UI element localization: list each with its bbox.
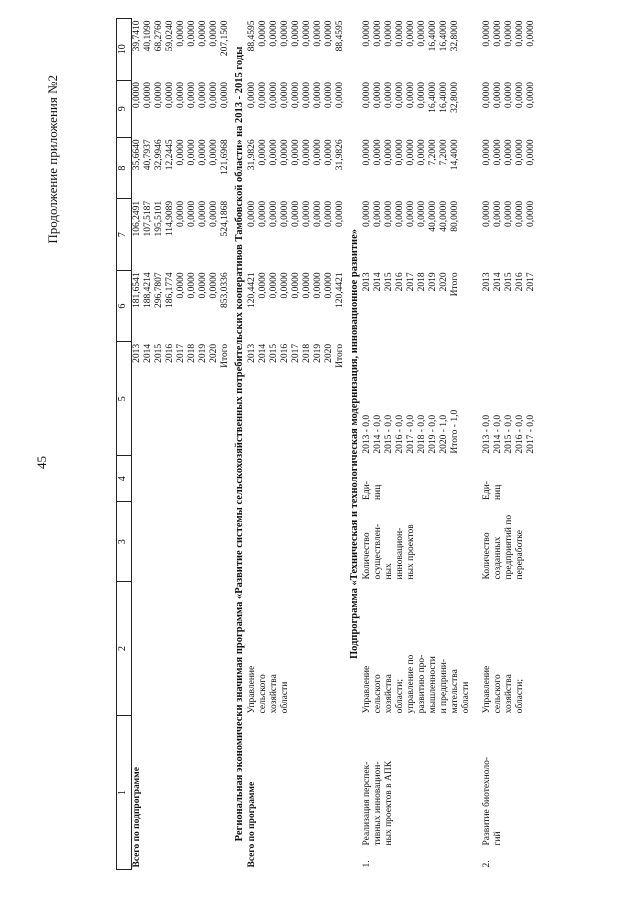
cell-line: 0,0000 [482, 20, 492, 47]
cell-line: 0,0000 [324, 200, 334, 227]
cell-line: 0,0000 [515, 200, 525, 227]
cell-line: 0,0000 [335, 82, 345, 109]
cell-line: 2016 [165, 343, 175, 363]
cell-line: созданных [493, 536, 503, 580]
cell-line: 2015 - 0,0 [384, 414, 394, 454]
unit-column [482, 456, 537, 502]
cell-line: 121,6968 [220, 139, 230, 176]
cell-line: 0,0000 [198, 82, 208, 109]
value-column [247, 19, 346, 81]
column-number-header [117, 19, 132, 870]
cell-line: 0,0000 [493, 200, 503, 227]
cell-line: 195,5101 [154, 200, 164, 237]
col-header: 4 [117, 456, 132, 502]
col-header: 5 [117, 342, 132, 456]
cell-line: 0,0000 [176, 82, 186, 109]
cell-line: 0,0000 [406, 200, 416, 227]
value-column [482, 199, 537, 271]
value-column [132, 137, 232, 198]
cell-line: 2016 [395, 272, 405, 292]
cell-line: 0,0000 [482, 139, 492, 166]
cell-line: 0,0000 [187, 139, 197, 166]
cell-line: 2018 - 0,0 [417, 414, 427, 454]
cell-line: области [280, 681, 290, 714]
value-column [132, 199, 232, 271]
cell-line: 0,0000 [132, 82, 142, 109]
cell-line: 0,0000 [291, 20, 301, 47]
cell-line: 0,0000 [176, 139, 186, 166]
value-column [132, 80, 232, 137]
cell-line: Управление [482, 665, 492, 714]
value-column [132, 270, 232, 342]
responsible-column [482, 581, 537, 715]
value-column [362, 80, 472, 137]
value-column [362, 19, 472, 81]
cell-line: 59,0240 [165, 20, 175, 52]
cell-line: 0,0000 [362, 82, 372, 109]
cell-line: 0,0000 [515, 82, 525, 109]
cell-line: Итого [450, 272, 460, 297]
col-header: 10 [117, 19, 132, 81]
cell-line: Управление [247, 665, 257, 714]
cell-line: 0,0000 [176, 272, 186, 299]
cell-line: 0,0000 [504, 20, 514, 47]
target-column [482, 342, 537, 456]
value-column [482, 270, 537, 342]
cell-line: 12,2445 [165, 139, 175, 171]
cell-line: ниц [493, 484, 503, 500]
cell-line: области; [515, 679, 525, 714]
item-number: 2. [482, 860, 492, 868]
cell-line: 31,9826 [335, 139, 345, 171]
cell-line: 186,1774 [165, 272, 175, 308]
unit-column [362, 456, 472, 502]
cell-line: 0,0000 [324, 139, 334, 166]
cell-line: переработке [515, 530, 525, 580]
cell-line: 0,0000 [384, 200, 394, 227]
cell-line: 40,1090 [143, 20, 153, 52]
cell-line: 2015 [384, 272, 394, 292]
cell-line: 120,4421 [247, 272, 257, 308]
cell-line: 0,0000 [373, 20, 383, 47]
cell-line: развитию про- [417, 654, 427, 714]
cell-line: 0,0000 [280, 139, 290, 166]
cell-line: сельского [493, 674, 503, 714]
cell-line: 0,0000 [384, 20, 394, 47]
appendix-caption: Продолжение приложения №2 [45, 75, 60, 244]
budget-table [116, 0, 537, 870]
cell-line: 0,0000 [504, 139, 514, 166]
cell-line: 32,9946 [154, 139, 164, 171]
cell-line: 120,4421 [335, 272, 345, 308]
cell-line: 2014 - 0,0 [493, 414, 503, 454]
responsible-column [362, 581, 472, 715]
table-row-item-2 [482, 19, 537, 870]
cell-line: 40,0000 [428, 200, 438, 232]
page-number: 45 [34, 456, 49, 469]
cell-line: 0,0000 [280, 200, 290, 227]
cell-line: области; [395, 679, 405, 714]
cell-line: 0,0000 [269, 82, 279, 109]
cell-line: 0,0000 [302, 20, 312, 47]
col-header: 6 [117, 270, 132, 342]
cell-line: 0,0000 [302, 200, 312, 227]
cell-line: 0,0000 [291, 82, 301, 109]
cell-line: ниц [373, 484, 383, 500]
cell-line: 2019 - 0,0 [428, 414, 438, 454]
value-column [247, 270, 346, 342]
cell-line: ных проектов [406, 524, 416, 580]
cell-line: 7,2000 [428, 139, 438, 166]
cell-line: 2018 [302, 343, 312, 363]
cell-line: 524,1868 [220, 200, 230, 237]
value-column [362, 137, 472, 198]
cell-line: 2020 [324, 343, 334, 363]
indicator-column [362, 502, 472, 582]
cell-line: 0,0000 [198, 139, 208, 166]
cell-line: 32,8000 [450, 20, 460, 52]
cell-line: 0,0000 [406, 139, 416, 166]
cell-line: 2013 - 0,0 [482, 414, 492, 454]
cell-line: Развитие биотехноло- [482, 756, 492, 846]
cell-line: 0,0000 [515, 20, 525, 47]
cell-line: 35,6640 [132, 139, 142, 171]
cell-line: 0,0000 [384, 82, 394, 109]
cell-line: 0,0000 [258, 139, 268, 166]
cell-line: 0,0000 [209, 272, 219, 299]
cell-line: 0,0000 [482, 200, 492, 227]
cell-line: 14,4000 [450, 139, 460, 171]
cell-line: 0,0000 [417, 82, 427, 109]
cell-line: Количество [362, 532, 372, 580]
cell-line: 0,0000 [176, 20, 186, 47]
cell-line: 31,9826 [247, 139, 257, 171]
cell-line: 2016 - 0,0 [515, 414, 525, 454]
cell-line: 106,2491 [132, 200, 142, 237]
cell-line: 0,0000 [269, 20, 279, 47]
cell-line: 2018 [187, 343, 197, 363]
cell-line: 2016 - 0,0 [395, 414, 405, 454]
cell-line: 0,0000 [209, 139, 219, 166]
value-column [362, 199, 472, 271]
cell-line: 0,0000 [209, 82, 219, 109]
cell-line: 0,0000 [515, 139, 525, 166]
cell-line: 7,2000 [439, 139, 449, 166]
cell-line: 2014 - 0,0 [373, 414, 383, 454]
cell-line: 0,0000 [280, 20, 290, 47]
cell-line: ных [384, 563, 394, 580]
cell-line: 114,9089 [165, 200, 175, 237]
cell-line: мательства [450, 669, 460, 714]
cell-line: 0,0000 [373, 200, 383, 227]
cell-line: 2015 [154, 343, 164, 363]
cell-line: 0,0000 [417, 139, 427, 166]
cell-line: 0,0000 [154, 82, 164, 109]
cell-line: 2016 [280, 343, 290, 363]
row-label: Всего по подпрограмме [132, 767, 142, 868]
cell-line: Управление [362, 665, 372, 714]
cell-line: 0,0000 [417, 200, 427, 227]
col-header: 8 [117, 137, 132, 198]
cell-line: 0,0000 [526, 20, 536, 47]
cell-line: 0,0000 [384, 139, 394, 166]
cell-line: 853,0336 [220, 272, 230, 308]
cell-line: 0,0000 [482, 82, 492, 109]
cell-line: 0,0000 [198, 200, 208, 227]
cell-line: 0,0000 [406, 20, 416, 47]
cell-line: 2019 [313, 343, 323, 363]
cell-line: 0,0000 [187, 200, 197, 227]
cell-line: 0,0000 [165, 82, 175, 109]
cell-line: 0,0000 [493, 82, 503, 109]
cell-line: 0,0000 [280, 272, 290, 299]
cell-line: 2019 [428, 272, 438, 292]
cell-line: 2017 - 0,0 [406, 414, 416, 454]
value-column [362, 270, 472, 342]
col-header: 1 [117, 715, 132, 869]
cell-line: 16,4000 [428, 20, 438, 52]
cell-line: 0,0000 [291, 139, 301, 166]
cell-line: 0,0000 [258, 272, 268, 299]
cell-line: 0,0000 [258, 20, 268, 47]
col-header: 2 [117, 581, 132, 715]
cell-line: 0,0000 [247, 82, 257, 109]
cell-line: 0,0000 [493, 20, 503, 47]
cell-line: 39,7410 [132, 20, 142, 52]
cell-line: 0,0000 [313, 82, 323, 109]
cell-line: 2020 [209, 343, 219, 363]
cell-line: 16,4000 [439, 82, 449, 113]
cell-line: 0,0000 [313, 200, 323, 227]
cell-line: 0,0000 [395, 139, 405, 166]
cell-line: 2015 [504, 272, 514, 292]
cell-line: 2014 [258, 343, 268, 363]
cell-line: 2017 [176, 343, 186, 363]
cell-line: 2013 [482, 272, 492, 292]
cell-line: Итого - 1,0 [450, 409, 460, 454]
col-header: 7 [117, 199, 132, 271]
row-label: Всего по программе [247, 781, 257, 868]
cell-line: 16,4000 [428, 82, 438, 113]
cell-line: Реализация перспек- [362, 761, 372, 846]
cell-line: 0,0000 [209, 20, 219, 47]
col-header: 3 [117, 502, 132, 582]
cell-line: Количество [482, 532, 492, 580]
cell-line: хозяйства [269, 674, 279, 714]
responsible-column [247, 581, 346, 715]
cell-line: 0,0000 [395, 82, 405, 109]
cell-line: 0,0000 [258, 200, 268, 227]
value-column [482, 19, 537, 81]
cell-line: 2019 [198, 343, 208, 363]
cell-line: 2013 [132, 343, 142, 363]
cell-line: 0,0000 [526, 139, 536, 166]
cell-line: Итого [335, 343, 345, 368]
item-name [482, 757, 504, 846]
cell-line: 2013 [362, 272, 372, 292]
cell-line: 80,0000 [450, 200, 460, 232]
cell-line: 0,0000 [187, 20, 197, 47]
target-column [362, 342, 472, 456]
cell-line: гий [493, 831, 503, 846]
cell-line: 16,4000 [439, 20, 449, 52]
cell-line: и предприни- [439, 658, 449, 714]
cell-line: 2015 [269, 343, 279, 363]
cell-line: 0,0000 [526, 82, 536, 109]
cell-line: мышленности [428, 656, 438, 714]
cell-line: сельского [373, 674, 383, 714]
cell-line: 0,0000 [406, 82, 416, 109]
cell-line: 2017 [406, 272, 416, 292]
cell-line: Еди- [362, 481, 372, 500]
cell-line: Итого [220, 343, 230, 368]
cell-line: 0,0000 [269, 200, 279, 227]
cell-line: управление по [406, 654, 416, 714]
cell-line: 0,0000 [247, 200, 257, 227]
cell-line: 2017 - 0,0 [526, 414, 536, 454]
cell-line: 0,0000 [395, 200, 405, 227]
cell-line: 0,0000 [373, 139, 383, 166]
cell-line: 2020 [439, 272, 449, 292]
cell-line: 0,0000 [302, 139, 312, 166]
cell-line: 2015 - 0,0 [504, 414, 514, 454]
cell-line: 0,0000 [143, 82, 153, 109]
cell-line: 0,0000 [198, 272, 208, 299]
cell-line: 0,0000 [187, 82, 197, 109]
cell-line: 2013 - 0,0 [362, 414, 372, 454]
cell-line: хозяйства [384, 674, 394, 714]
item-name-cell [482, 715, 537, 869]
cell-line: 0,0000 [176, 200, 186, 227]
cell-line: 296,7807 [154, 272, 164, 308]
cell-line: 2017 [291, 343, 301, 363]
item-number: 1. [362, 860, 372, 868]
cell-line: тивных инновацион- [373, 761, 383, 846]
cell-line: 2017 [526, 272, 536, 292]
cell-line: 188,4214 [143, 272, 153, 308]
cell-line: сельского [258, 674, 268, 714]
cell-line: 207,1500 [220, 20, 230, 57]
cell-line: 0,0000 [258, 82, 268, 109]
cell-line: 32,8000 [450, 82, 460, 113]
cell-line: хозяйства [504, 674, 514, 714]
cell-line: 2014 [143, 343, 153, 363]
subprogram-total-row [132, 19, 232, 870]
cell-line: 107,5187 [143, 200, 153, 237]
cell-line: инновацион- [395, 527, 405, 580]
cell-line: 0,0000 [362, 200, 372, 227]
cell-line: 88,4595 [247, 20, 257, 52]
cell-line: 0,0000 [187, 272, 197, 299]
cell-line: 88,4595 [335, 20, 345, 52]
value-column [247, 80, 346, 137]
indicator-column [482, 502, 537, 582]
item-name [362, 761, 395, 846]
cell-line: 0,0000 [493, 139, 503, 166]
cell-line: 0,0000 [198, 20, 208, 47]
cell-line: 2020 - 1,0 [439, 414, 449, 454]
cell-line: 2016 [515, 272, 525, 292]
cell-line: 0,0000 [291, 200, 301, 227]
value-column [247, 137, 346, 198]
item-name-cell [362, 715, 472, 869]
year-column [132, 342, 232, 456]
cell-line: Еди- [482, 481, 492, 500]
cell-line: 2013 [247, 343, 257, 363]
cell-line: 2018 [417, 272, 427, 292]
cell-line: ных проектов в АПК [384, 760, 394, 846]
cell-line: 2014 [373, 272, 383, 292]
cell-line: осуществлен- [373, 523, 383, 580]
cell-line: 0,0000 [324, 20, 334, 47]
cell-line: 0,0000 [302, 272, 312, 299]
cell-line: 40,7937 [143, 139, 153, 171]
cell-line: 0,0000 [362, 20, 372, 47]
cell-line: 0,0000 [324, 82, 334, 109]
program-total-row [247, 19, 346, 870]
table-row-item-1 [362, 19, 472, 870]
subprogram-title: Подпрограмма «Техническая и технологическая модернизация, инновационное развитие» [349, 228, 360, 660]
cell-line: 0,0000 [209, 200, 219, 227]
cell-line: 0,0000 [373, 82, 383, 109]
cell-line: 0,0000 [280, 82, 290, 109]
year-column [247, 342, 346, 456]
cell-line: 0,0000 [302, 82, 312, 109]
cell-line: 181,6541 [132, 272, 142, 308]
value-column [132, 19, 232, 81]
cell-line: 0,0000 [362, 139, 372, 166]
cell-line: 0,0000 [324, 272, 334, 299]
cell-line: 2014 [493, 272, 503, 292]
cell-line: предприятий по [504, 514, 514, 580]
cell-line: 0,0000 [313, 20, 323, 47]
cell-line: 0,0000 [313, 272, 323, 299]
value-column [482, 80, 537, 137]
cell-line: 0,0000 [504, 82, 514, 109]
cell-line: 0,0000 [313, 139, 323, 166]
value-column [482, 137, 537, 198]
value-column [247, 199, 346, 271]
program-title: Региональная экономически значимая программа «Развитие системы сельскохозяйственных потребительских кооперативов Тамбовской области» на 2013 - 2015 годы [234, 46, 245, 842]
cell-line: 0,0000 [269, 139, 279, 166]
cell-line: 40,0000 [439, 200, 449, 232]
cell-line: 0,0000 [526, 200, 536, 227]
cell-line: 0,0000 [417, 20, 427, 47]
cell-line: области [461, 681, 471, 714]
cell-line: 0,0000 [269, 272, 279, 299]
cell-line: 68,2760 [154, 20, 164, 52]
cell-line: 0,0000 [395, 20, 405, 47]
cell-line: 0,0000 [291, 272, 301, 299]
col-header: 9 [117, 80, 132, 137]
cell-line: 0,0000 [504, 200, 514, 227]
cell-line: 0,0000 [335, 200, 345, 227]
cell-line: 0,0000 [220, 82, 230, 109]
